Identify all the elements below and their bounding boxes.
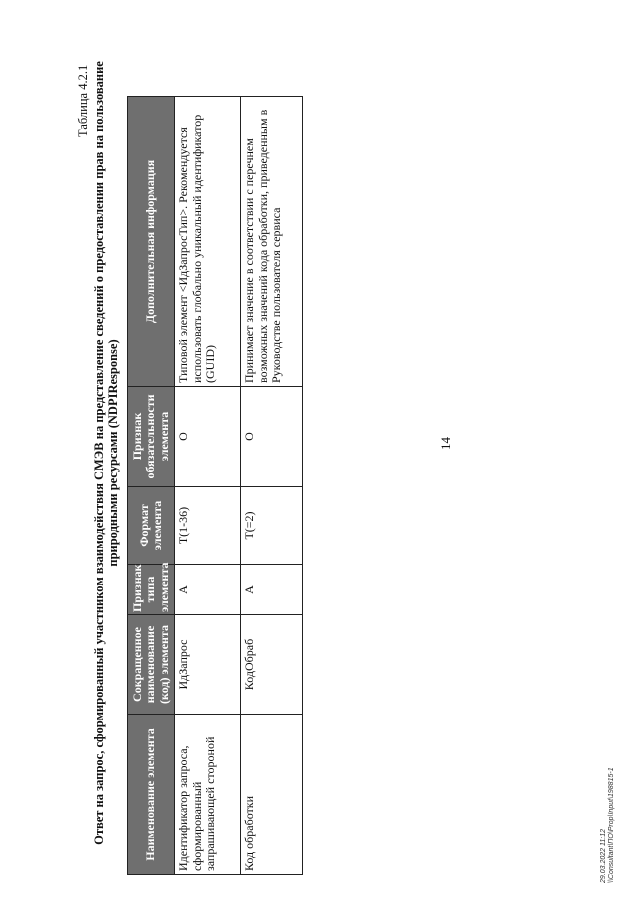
cell-type: А <box>241 565 303 615</box>
header-element-type: Признак типа элемента <box>128 565 175 615</box>
table-header-row <box>128 97 175 875</box>
header-element-name: Наименование элемента <box>128 715 175 875</box>
cell-type: А <box>175 565 241 615</box>
footer-path: \\Consultant\ПО\Prop\Input\198815-1 <box>608 767 615 883</box>
table-row <box>241 97 303 875</box>
cell-info: Принимает значение в соответствии с перечнем возможных значений кода обработки, приведенным в Руководстве пользователя сервиса <box>241 97 303 387</box>
title-line-1: Ответ на запрос, сформированный участником взаимодействия СМЭВ на представление сведений о предоставлении прав на пользование <box>92 61 106 845</box>
document-footer <box>600 767 616 883</box>
cell-name: Код обработки <box>241 715 303 875</box>
document-title <box>93 13 120 893</box>
cell-code: КодОбраб <box>241 615 303 715</box>
title-line-2: природными ресурсами (NDPIResponse) <box>105 339 120 567</box>
header-element-required: Признак обязательности элемента <box>128 387 175 487</box>
cell-required: О <box>241 387 303 487</box>
cell-name: Идентификатор запроса, сформированный запрашивающей стороной <box>175 715 241 875</box>
cell-info: Типовой элемент <ИдЗапросТип>. Рекомендуется использовать глобально уникальный идентификатор (GUID) <box>175 97 241 387</box>
table-row <box>175 97 241 875</box>
cell-code: ИдЗапрос <box>175 615 241 715</box>
header-element-format: Формат элемента <box>128 487 175 565</box>
elements-table <box>127 96 303 875</box>
table-number: Таблица 4.2.1 <box>76 64 90 137</box>
cell-format: T(=2) <box>241 487 303 565</box>
page-number: 14 <box>438 437 453 450</box>
header-additional-info: Дополнительная информация <box>128 97 175 387</box>
header-element-code: Сокращенное наименование (код) элемента <box>128 615 175 715</box>
footer-timestamp: 29.03.2022 11:12 <box>600 829 607 883</box>
cell-required: О <box>175 387 241 487</box>
cell-format: T(1-36) <box>175 487 241 565</box>
